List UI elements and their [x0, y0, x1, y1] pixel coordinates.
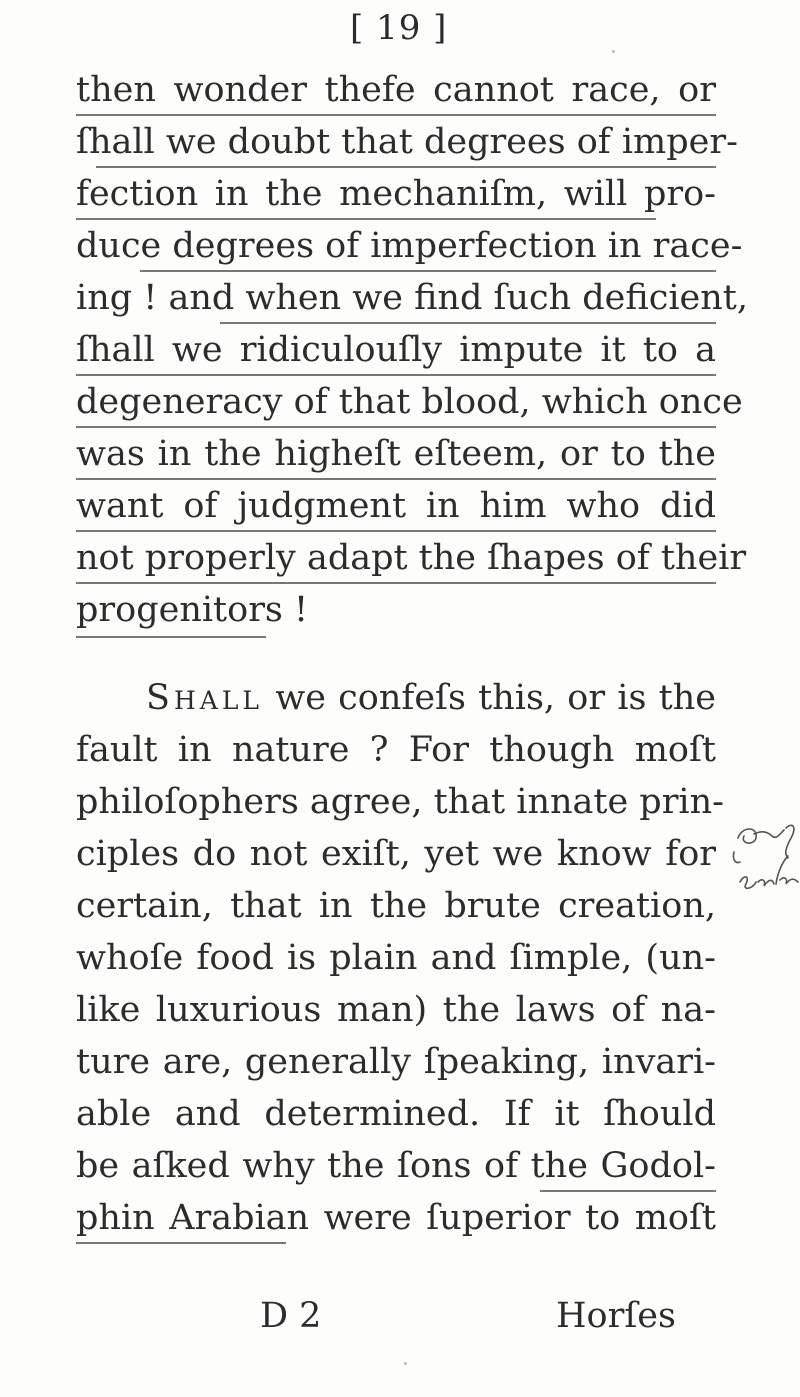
opening-word: Shall	[146, 678, 264, 718]
paragraph-opening-line	[146, 676, 716, 720]
pen-underline	[76, 114, 716, 116]
pen-underline	[76, 478, 716, 480]
text-line: be aſked why the ſons of the Godol-	[76, 1146, 716, 1186]
text-line: then wonder thefe cannot race, or	[76, 70, 716, 110]
text-line: certain, that in the brute creation,	[76, 886, 716, 926]
pen-underline	[140, 270, 716, 272]
pen-underline	[76, 426, 716, 428]
text-line: duce degrees of imperfection in race-	[76, 226, 743, 266]
pen-underline	[540, 1190, 716, 1192]
pen-underline	[76, 1242, 286, 1244]
text-line: progenitors !	[76, 590, 309, 630]
text-line: able and determined. If it ſhould	[76, 1094, 716, 1134]
opening-line-rest: we confeſs this, or is the	[275, 678, 716, 718]
pen-underline	[76, 374, 716, 376]
text-line: ture are, generally ſpeaking, invari-	[76, 1042, 716, 1082]
text-line: fection in the mechaniſm, will pro-	[76, 174, 716, 214]
text-line: ſhall we ridiculouſly impute it to a	[76, 330, 716, 370]
text-line: philoſophers agree, that innate prin-	[76, 782, 724, 822]
text-line: want of judgment in him who did	[76, 486, 716, 526]
paper-speck	[612, 50, 615, 53]
text-line: ciples do not exiſt, yet we know for	[76, 834, 716, 874]
text-line: degeneracy of that blood, which once	[76, 382, 743, 422]
pen-underline	[220, 322, 716, 324]
text-line: ing ! and when we find ſuch deficient,	[76, 278, 748, 318]
pen-underline	[76, 636, 266, 638]
page-number-header: [ 19 ]	[350, 8, 448, 48]
pen-underline	[76, 218, 656, 220]
text-line: not properly adapt the ſhapes of their	[76, 538, 747, 578]
pen-underline	[76, 582, 716, 584]
text-line: ſhall we doubt that degrees of imper-	[76, 122, 738, 162]
text-line: was in the higheſt eſteem, or to the	[76, 434, 716, 474]
text-line: phin Arabian were ſuperior to moſt	[76, 1198, 716, 1238]
pen-underline	[76, 530, 716, 532]
text-line: whoſe food is plain and ſimple, (un-	[76, 938, 716, 978]
pen-underline	[96, 166, 716, 168]
text-line: like luxurious man) the laws of na-	[76, 990, 716, 1030]
paper-speck	[404, 1362, 407, 1365]
signature-mark: D 2	[260, 1296, 322, 1336]
catchword: Horſes	[556, 1296, 676, 1336]
text-line: fault in nature ? For though moſt	[76, 730, 716, 770]
signature-icon	[728, 820, 800, 900]
